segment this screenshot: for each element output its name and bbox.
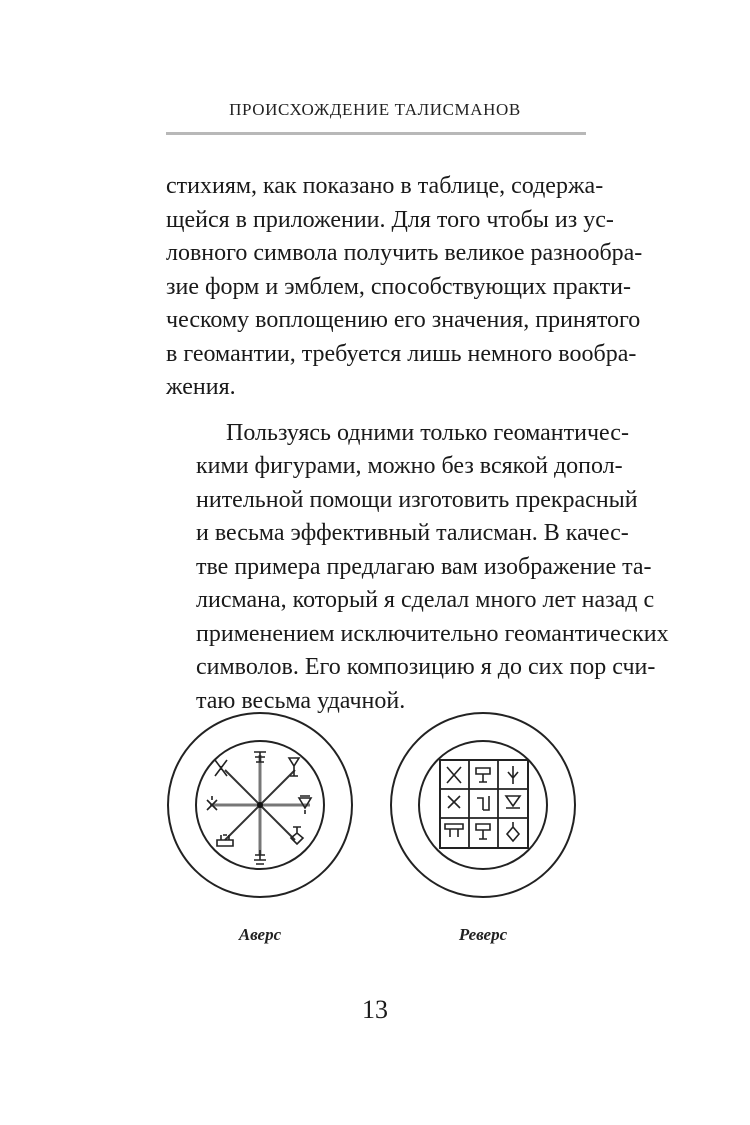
running-header: ПРОИСХОЖДЕНИЕ ТАЛИСМАНОВ (229, 100, 521, 119)
text-line: и весьма эффективный талисман. В качес- (196, 520, 629, 546)
talisman-figures (0, 710, 750, 970)
page-number: 13 (362, 995, 388, 1024)
text-line: зие форм и эмблем, способствующих практи- (166, 273, 631, 300)
text-line: Пользуясь одними только геомантичес- (226, 419, 629, 446)
text-line: ческому воплощению его значения, принятого (166, 307, 641, 333)
obverse-talisman-figure (165, 710, 355, 905)
text-line: тве примера предлагаю вам изображение та- (196, 553, 652, 580)
text-line: кими фигурами, можно без всякой допол- (196, 453, 623, 479)
paragraph-1 (166, 170, 643, 405)
text-line: щейся в приложении. Для того чтобы из ус- (166, 206, 614, 233)
text-line: лисмана, который я сделал много лет назад с (196, 587, 655, 613)
text-line: стихиям, как показано в таблице, содержа- (166, 173, 604, 199)
geomantic-symbols-icon (445, 766, 520, 841)
paragraph-2 (166, 417, 669, 719)
text-line: в геомантии, требуется лишь немного вообра- (166, 340, 637, 367)
text-line: ловного символа получить великое разнообра- (166, 240, 643, 266)
text-line: нительной помощи изготовить прекрасный (196, 486, 638, 513)
obverse-caption: Аверс (238, 925, 282, 944)
body-text (166, 170, 669, 718)
text-line: жения. (166, 374, 236, 400)
header-rule (166, 132, 586, 135)
reverse-talisman-figure (388, 710, 578, 905)
text-line: символов. Его композицию я до сих пор счи- (196, 654, 656, 680)
text-line: таю весьма удачной. (196, 687, 406, 714)
reverse-caption: Реверс (458, 925, 508, 944)
text-line: применением исключительно геомантических (196, 620, 669, 647)
